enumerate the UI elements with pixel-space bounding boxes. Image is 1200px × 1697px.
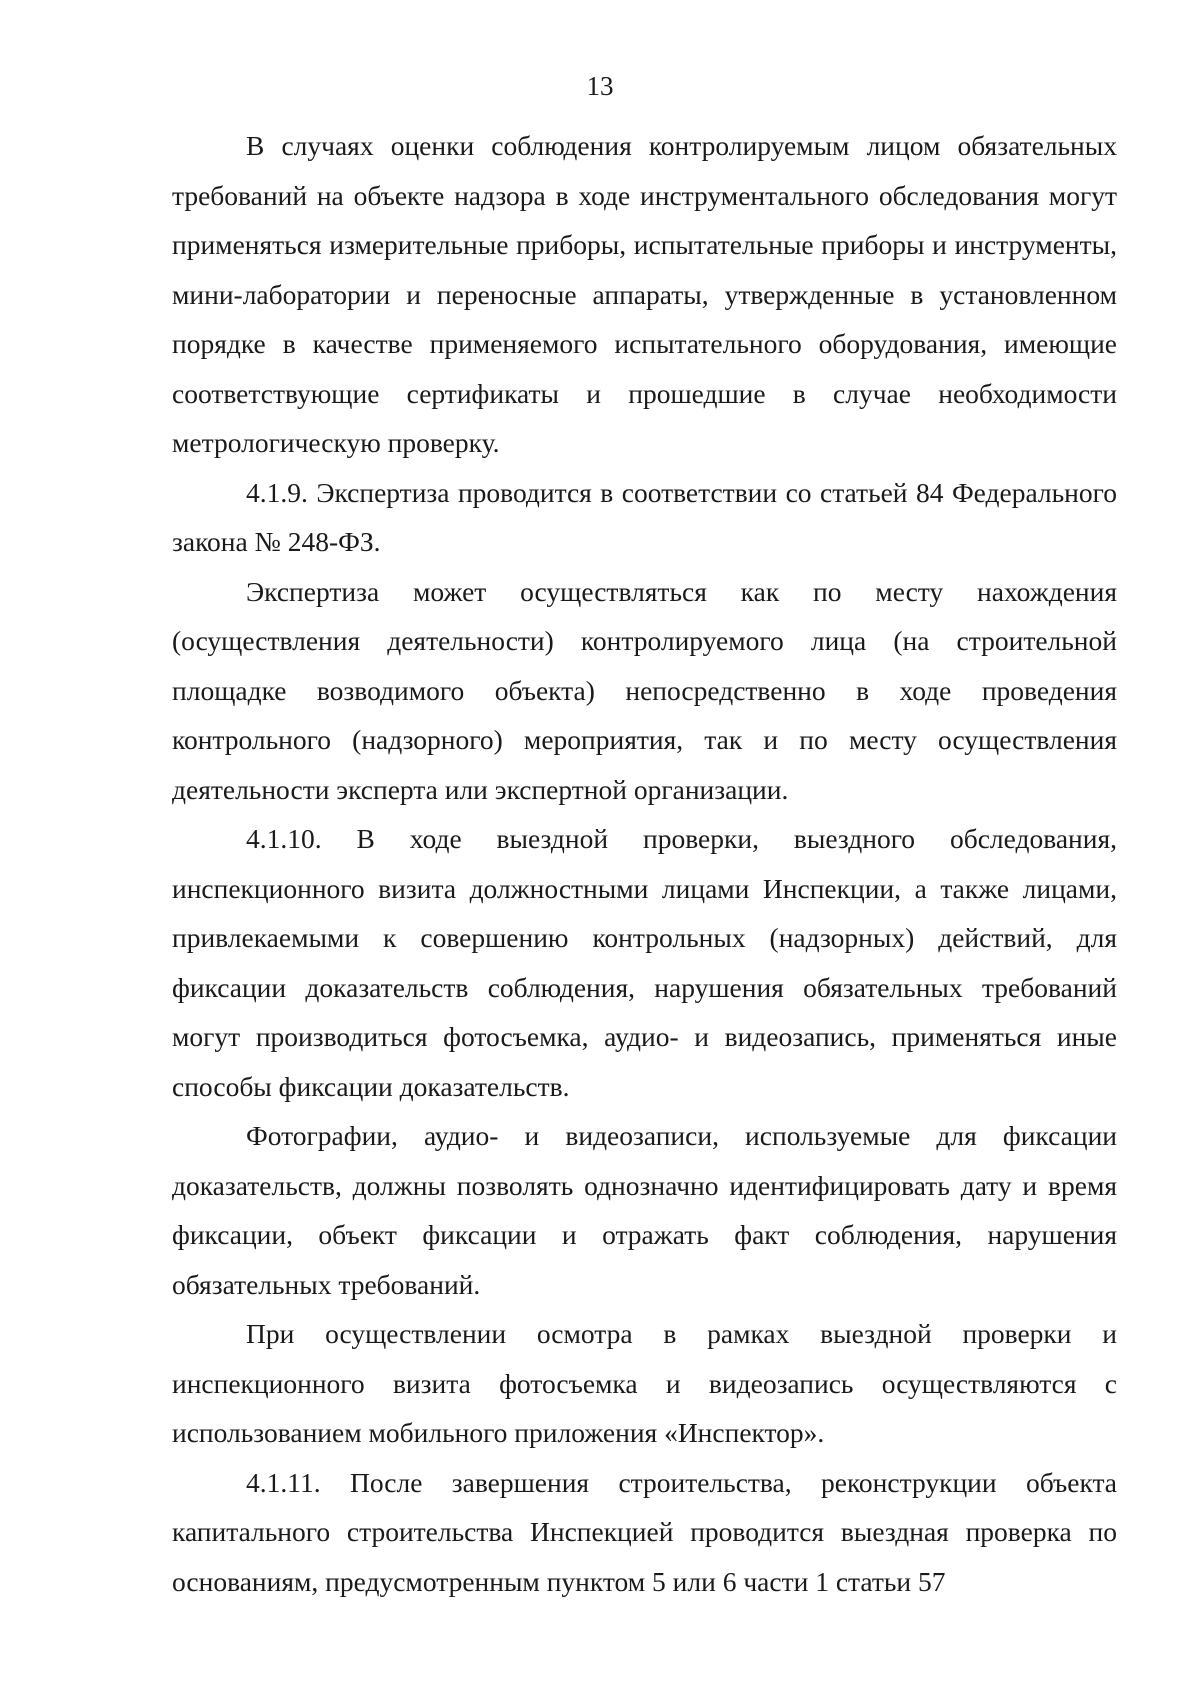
- paragraph-4-1-9-expertise: 4.1.9. Экспертиза проводится в соответствии со статьей 84 Федерального закона № 248-ФЗ.: [172, 476, 1117, 557]
- paragraph-photo-video-requirements: Фотографии, аудио- и видеозаписи, используемые для фиксации доказательств, должны позволять однозначно идентифицировать дату и время фиксации, объект фиксации и отражать факт соблюдения, нарушения обязательных требований.: [172, 1120, 1117, 1300]
- paragraph-instrumental-inspection: В случаях оценки соблюдения контролируемым лицом обязательных требований на объекте надзора в ходе инструментального обследования могут применяться измерительные приборы, испытательные приборы и инструменты, мини-лаборатории и переносные аппараты, утвержденные в установленном порядке в качестве применяемого испытательного оборудования, имеющие соответствующие сертификаты и прошедшие в случае необходимости метрологическую проверку.: [172, 130, 1117, 458]
- paragraph-4-1-11-final-inspection: 4.1.11. После завершения строительства, реконструкции объекта капитального строительства Инспекцией проводится выездная проверка по основаниям, предусмотренным пунктом 5 или 6 части 1 статьи 57: [172, 1466, 1117, 1597]
- paragraph-expertise-location: Экспертиза может осуществляться как по месту нахождения (осуществления деятельности) контролируемого лица (на строительной площадке возводимого объекта) непосредственно в ходе проведения контрольного (надзорного) мероприятия, так и по месту осуществления деятельности эксперта или экспертной организации.: [172, 575, 1117, 805]
- paragraph-inspector-app: При осуществлении осмотра в рамках выездной проверки и инспекционного визита фотосъемка и видеозапись осуществляются с использованием мобильного приложения «Инспектор».: [172, 1318, 1117, 1448]
- paragraph-4-1-10-evidence-recording: 4.1.10. В ходе выездной проверки, выездного обследования, инспекционного визита должностными лицами Инспекции, а также лицами, привлекаемыми к совершению контрольных (надзорных) действий, для фиксации доказательств соблюдения, нарушения обязательных требований могут производиться фотосъемка, аудио- и видеозапись, применяться иные способы фиксации доказательств.: [172, 823, 1117, 1102]
- document-body: [172, 121, 1117, 1606]
- page-number: 13: [586, 71, 614, 101]
